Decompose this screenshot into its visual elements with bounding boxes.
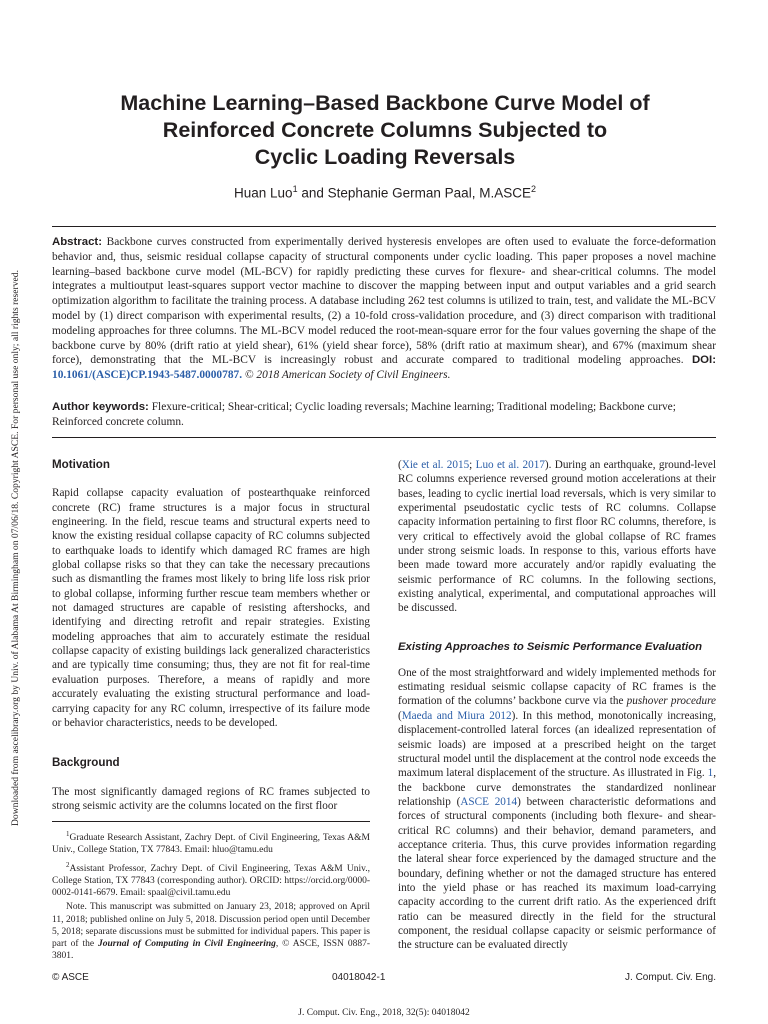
existing-approaches-paragraph: One of the most straightforward and widely implemented methods for estimating residual seismic collapse capacity of RC frames is the formation of the columns’ backbone curve via the pushover procedure (Maeda and Miura 2012). In this method, monotonically increasing, displacement-controlled lateral forces (an idealized representation of seismic loads) are imposed at a prescribed height on the target structural model until the displacement at the control node exceeds the maximum lateral displacement of the structure. As illustrated in Fig. 1, the backbone curve demonstrates the standardized nonlinear relationship (ASCE 2014) between characteristic deformations and forces of structural components (including both flexure- and shear-critical RC columns) and their behavior, demand parameters, and acceptance criteria. Thus, this curve provides information regarding the lateral shear force experienced by the damaged structure and the boundary, defining whether or not the damaged structure has entered into the yield phase or has reached its maximum load-carrying capacity according to the current drift ratio. As the experienced drift ratio can be measured directly in the field for the structural component, the residual collapse capacity or seismic performance of the structure can be evaluated directly xyxy=(398,666,717,952)
abstract-label: Abstract: xyxy=(52,236,103,248)
abstract-text: Backbone curves constructed from experimentally derived hysteresis envelopes are often used to evaluate the force-deformation behavior and, thus, seismic residual collapse capacity of structural components under cyclic loading. This paper proposes a novel machine learning–based backbone curve model (ML-BCV) for rapidly predicting these curves for flexure- and shear-critical columns. The model integrates a multioutput least-squares support vector machine to discover the mapping between input and output variables and a grid search optimization algorithm to facilitate the training process. A database including 262 test columns is utilized to train, test, and validate the ML-BCV model by (1) direct comparison with experimental results, (2) a 10-fold cross-validation procedure, and (3) direct comparison with traditional modeling approaches for three columns. The ML-BCV model reduced the root-mean-square error for the four values governing the shape of the backbone curve by 80% (drift ratio at yield shear), 61% (yield shear force), 58% (drift ratio at maximum shear), and 67% (maximum shear force), demonstrating that the ML-BCV is increasingly robust and accurate compared to traditional modeling approaches. xyxy=(52,236,716,367)
doi-link[interactable]: 10.1061/(ASCE)CP.1943-5487.0000787. xyxy=(52,369,243,382)
bottom-citation: J. Comput. Civ. Eng., 2018, 32(5): 04018042 xyxy=(298,1008,470,1018)
citation-link[interactable]: Xie et al. 2015 xyxy=(401,459,470,471)
abstract xyxy=(52,235,716,383)
footer-journal: J. Comput. Civ. Eng. xyxy=(625,972,716,983)
download-notice: Downloaded from ascelibrary.org by Univ. of Alabama At Birmingham on 07/06/18. Copyright ASCE. For personal use only; all rights reserved. xyxy=(10,270,21,826)
motivation-paragraph: Rapid collapse capacity evaluation of postearthquake reinforced concrete (RC) frame structures is a major focus in structural engineering. In the field, rescue teams and structural experts need to know the existing residual collapse capacity of RC columns subjected to earthquake loads to identify which damaged RC frames are high global collapse risks so that they can take the necessary precautions such as dismantling the frames most likely to bring life loss risk prior to global collapse, informing further rescue team members whether or not damaged structures are capable of resisting aftershocks, and identifying and directing retrofit and repair strategies. Existing modeling approaches that aim to accurately estimate the residual collapse capacity of existing buildings lack generalized characteristics and are typically time consuming; thus, they are not fit for real-time evaluation purposes. Therefore, a means of rapidly and more accurately evaluating the existing structural performance and load-carrying capacity for any RC column, irrespective of its failure mode or behavior characteristics, needs to be developed. xyxy=(52,487,370,729)
section-heading-existing-approaches: Existing Approaches to Seismic Performance Evaluation xyxy=(398,640,703,653)
footnote-1: $^1$Graduate Research Assistant, Zachry Dept. of Civil Engineering, Texas A&M Univ., College Station, TX 77843. Email: hluo@tamu.edu xyxy=(52,830,370,856)
figure-link[interactable]: 1 xyxy=(707,767,714,780)
journal-name: Journal of Computing in Civil Engineering xyxy=(98,938,276,949)
author-keywords xyxy=(52,400,716,430)
keywords-label: Author keywords: xyxy=(52,401,149,413)
title-line-3: Cyclic Loading Reversals xyxy=(254,145,516,169)
citation-link[interactable]: ASCE 2014 xyxy=(460,795,518,808)
footnote-rule xyxy=(52,821,370,822)
footnotes xyxy=(52,828,370,964)
left-column xyxy=(52,458,370,813)
background-paragraph: The most significantly damaged regions of RC frames subjected to strong seismic activity are the columns located on the first floor xyxy=(52,785,370,812)
author-2-affil-mark: 2 xyxy=(530,184,536,194)
footnote-2: $^2$Assistant Professor, Zachry Dept. of Civil Engineering, Texas A&M Univ., College Station, TX 77843 (corresponding author). ORCID: https://orcid.org/0000-0002-0141-6679. Email: spaal@civil.tamu.edu xyxy=(52,860,370,899)
doi-label: DOI: xyxy=(691,354,716,367)
author-1-affil-mark: 1 xyxy=(292,184,298,194)
section-heading-background: Background xyxy=(52,756,120,770)
submission-note: Note. This manuscript was submitted on January 23, 2018; approved on April 11, 2018; published online on July 5, 2018. Discussion period open until December 5, 2018; separate discussions must be submitted for individual papers. This paper is part of the Journal of Computing in Civil Engineering, © ASCE, ISSN 0887-3801. xyxy=(52,902,370,962)
footer-copyright: © ASCE xyxy=(52,972,89,983)
paper-title xyxy=(60,90,710,171)
section-heading-motivation: Motivation xyxy=(52,458,110,471)
keywords-text: Flexure-critical; Shear-critical; Cyclic loading reversals; Machine learning; Traditional modeling; Backbone curve; Reinforced concrete column. xyxy=(52,401,676,428)
citation-link[interactable]: Maeda and Miura 2012 xyxy=(401,709,512,722)
author-1: Huan Luo xyxy=(234,185,293,201)
citation-link[interactable]: Luo et al. 2017 xyxy=(475,459,545,471)
title-line-1: Machine Learning–Based Backbone Curve Model of xyxy=(120,91,650,115)
abstract-bottom-rule xyxy=(52,437,716,438)
footer-article-number: 04018042-1 xyxy=(332,972,386,983)
copyright-notice: © 2018 American Society of Civil Engineers. xyxy=(244,369,451,382)
author-line xyxy=(60,184,710,201)
right-column xyxy=(398,458,716,953)
title-line-2: Reinforced Concrete Columns Subjected to xyxy=(162,118,608,142)
continuation-paragraph: (Xie et al. 2015; Luo et al. 2017). During an earthquake, ground-level RC columns experience reversed ground motion accelerations at their bases, leading to cyclic inertial load reversals, which is very similar to experimental pseudostatic cyclic tests of RC columns. Collapse capacity information pertaining to first floor RC columns, therefore, is very critical to effectively avoid the global collapse of RC frames under strong seismic loads. In response to this, various efforts have been made toward more accurately and/or rapidly evaluating the seismic performance of RC columns. In the following sections, existing analytical, experimental, and computational approaches will be discussed. xyxy=(398,459,717,615)
author-2: and Stephanie German Paal, M.ASCE xyxy=(297,185,531,201)
abstract-top-rule xyxy=(52,226,716,227)
